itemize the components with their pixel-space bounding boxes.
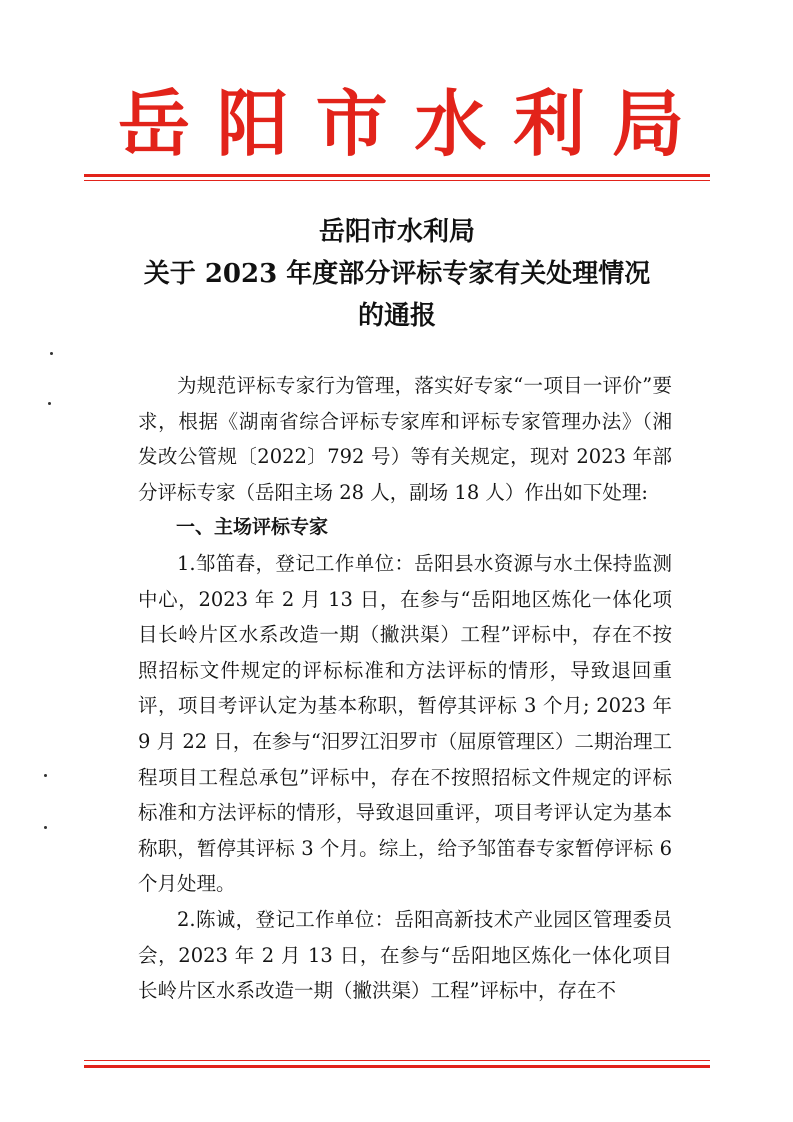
masthead-char: 水	[414, 81, 487, 166]
masthead-char: 市	[315, 81, 388, 166]
scan-speck	[44, 774, 47, 777]
document-title-line-3: 的通报	[357, 301, 436, 331]
intro-paragraph: 为规范评标专家行为管理，落实好专家“一项目一评价”要求，根据《湖南省综合评标专家库和评标专家管理办法》（湘发改公管规〔2022〕792 号）等有关规定，现对 2023 年部分评标专家（岳阳主场 28 人，副场 18 人）作出如下处理:	[138, 374, 672, 504]
masthead-char: 利	[513, 81, 586, 166]
masthead-char: 局	[611, 81, 684, 166]
masthead-char: 阳	[216, 81, 289, 166]
header-rule-thin	[84, 180, 710, 181]
list-item-paragraph: 1.邹笛春，登记工作单位：岳阳县水资源与水土保持监测中心，2023 年 2 月 13 日，在参与“岳阳地区炼化一体化项目长岭片区水系改造一期（撇洪渠）工程”评标中，存在不按照招标文件规定的评标标准和方法评标的情形，导致退回重评，项目考评认定为基本称职，暂停其评标 3 个月; 2023 年 9 月 22 日，在参与“汨罗江汨罗市（屈原管理区）二期治理工程项目工程总承包”评标中，存在不按照招标文件规定的评标标准和方法评标的情形，导致退回重评，项目考评认定为基本称职，暂停其评标 3 个月。综上，给予邹笛春专家暂停评标 6 个月处理。	[138, 551, 672, 896]
masthead-char: 岳	[118, 81, 191, 166]
scan-speck	[48, 402, 51, 405]
masthead	[118, 74, 684, 174]
footer-rule-thick	[84, 1065, 710, 1068]
scan-speck	[44, 826, 47, 829]
document-title-line-2: 关于 2023 年度部分评标专家有关处理情况	[143, 259, 651, 289]
section-heading: 一、主场评标专家	[176, 516, 329, 539]
header-rule-thick	[84, 174, 710, 177]
footer-rule-thin	[84, 1060, 710, 1061]
document-title-line-1: 岳阳市水利局	[318, 217, 475, 247]
list-item-paragraph: 2.陈诚，登记工作单位：岳阳高新技术产业园区管理委员会，2023 年 2 月 13 日，在参与“岳阳地区炼化一体化项目长岭片区水系改造一期（撇洪渠）工程”评标中，存在不	[138, 907, 672, 1003]
scan-speck	[50, 352, 53, 355]
document-body	[138, 368, 672, 1009]
